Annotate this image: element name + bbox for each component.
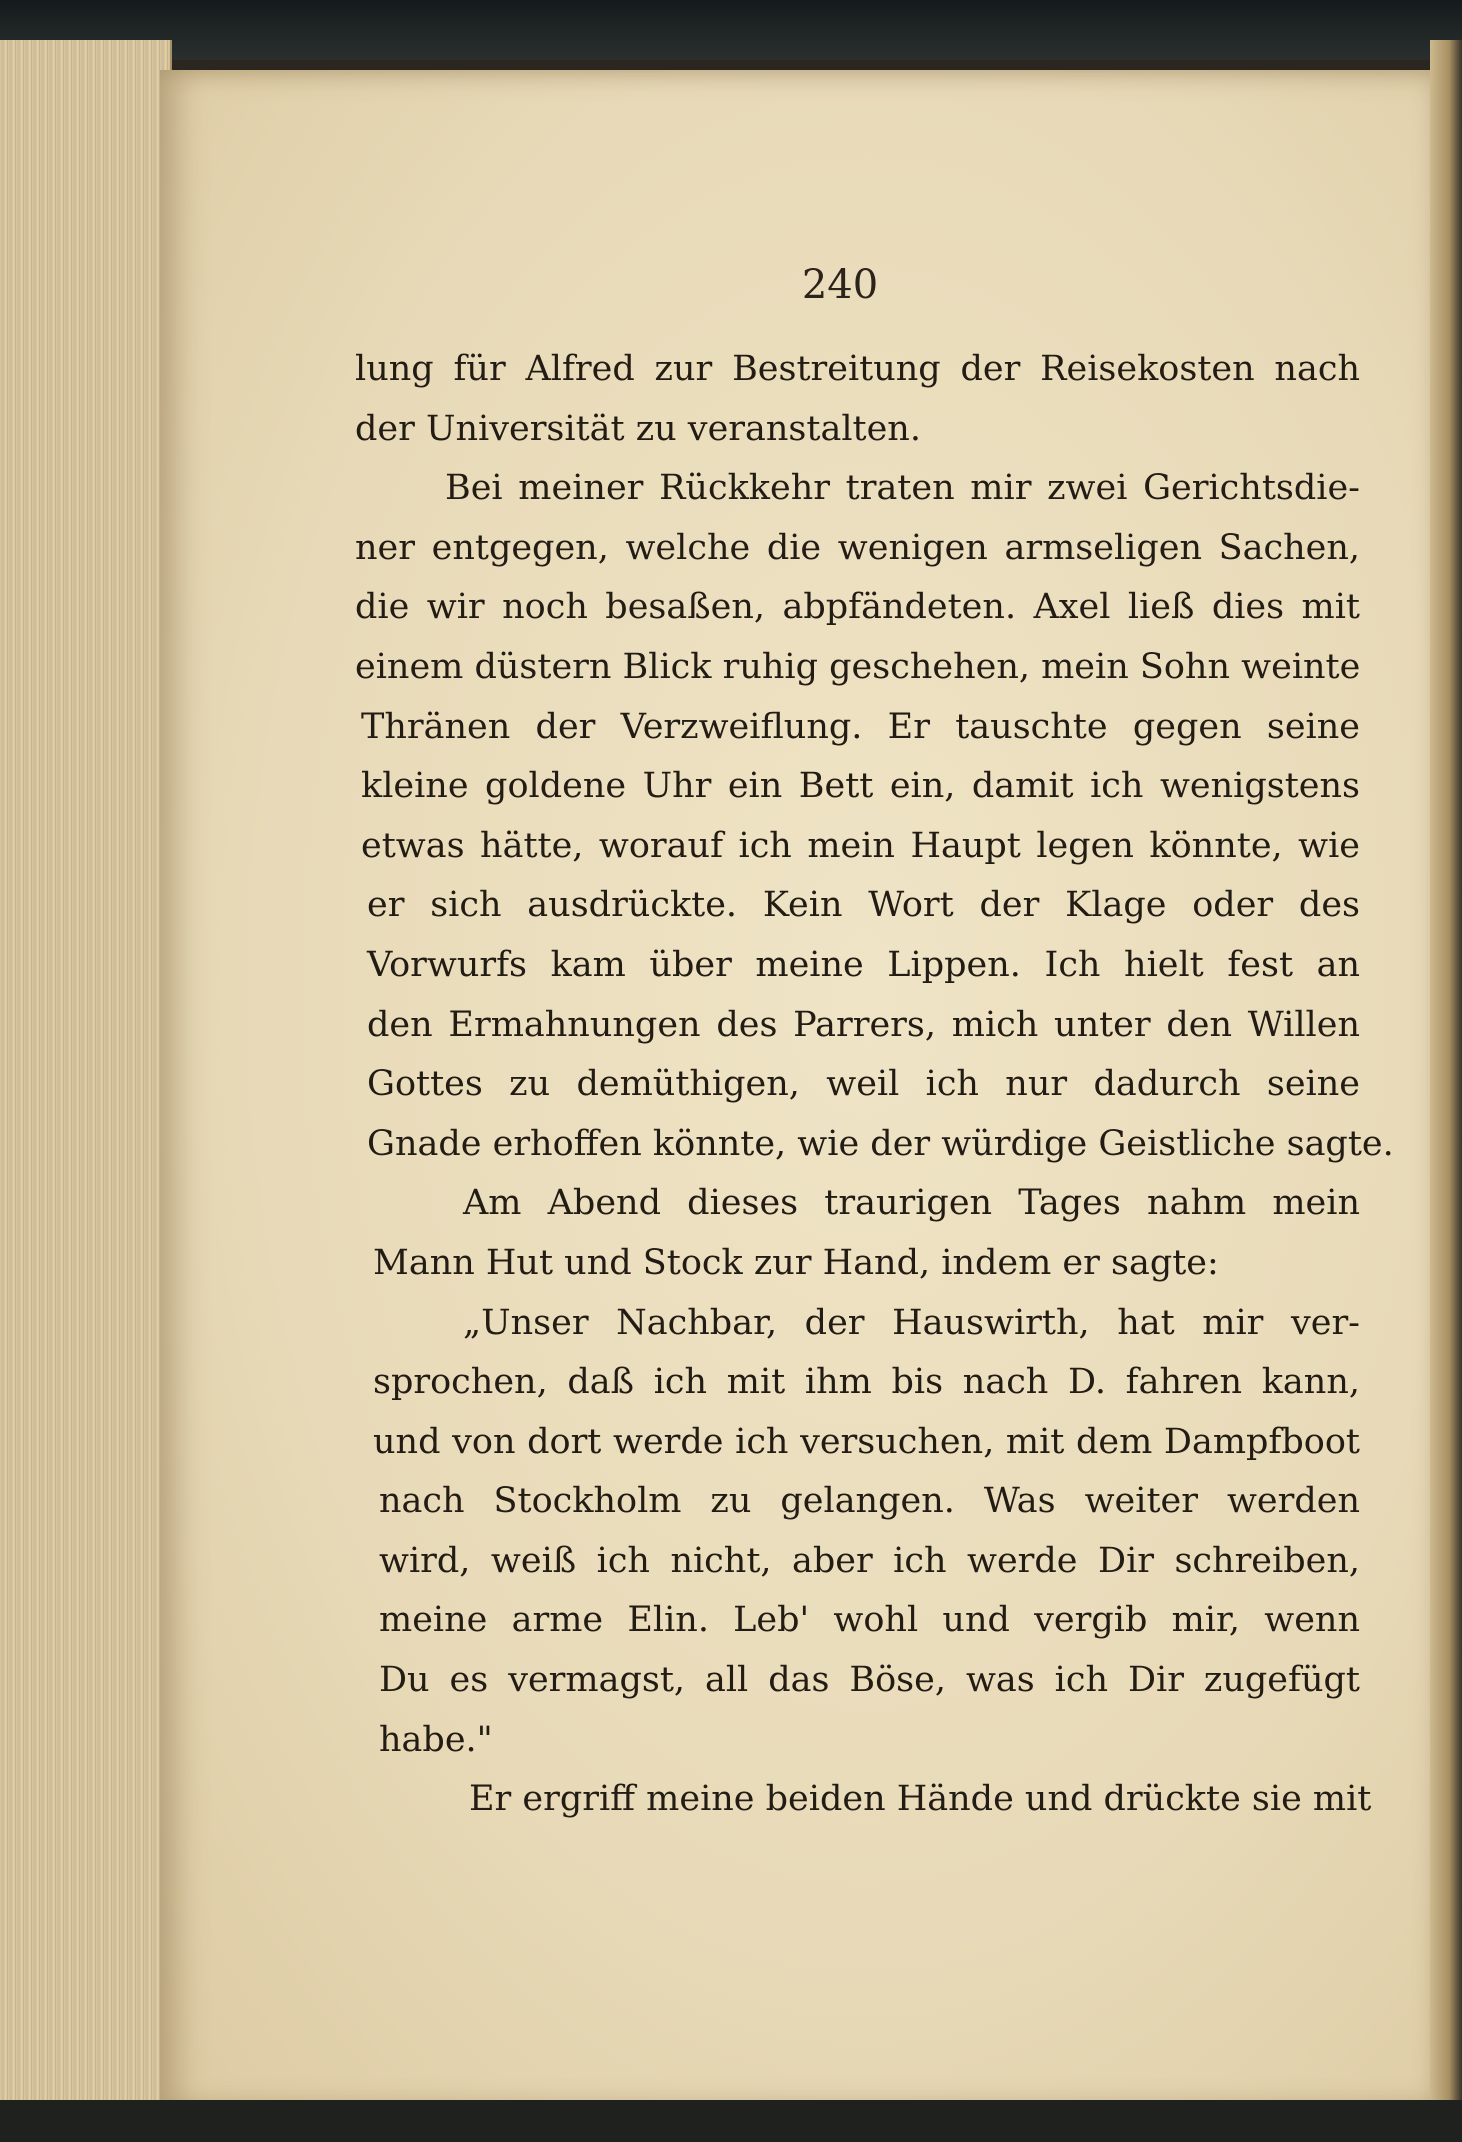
text-line: die wir noch besaßen, abpfändeten. Axel ließ dies mit [355,587,1360,628]
scan-background-bottom [0,2100,1462,2142]
text-line: Gnade erhoffen könnte, wie der würdige Geistliche sagte. [367,1123,1394,1164]
page-stack-edge [0,40,172,2100]
text-line: er sich ausdrückte. Kein Wort der Klage oder des [367,885,1360,926]
body-text [355,340,1394,1830]
text-line: wird, weiß ich nicht, aber ich werde Dir schreiben, [379,1540,1360,1581]
text-line: „Unser Nachbar, der Hauswirth, hat mir ver- [463,1302,1360,1343]
text-line: Er ergriff meine beiden Hände und drückte sie mit [469,1779,1372,1820]
text-line: und von dort werde ich versuchen, mit dem Dampfboot [373,1421,1360,1462]
page-edge-right [1430,40,1462,2120]
text-line: Du es vermagst, all das Böse, was ich Dir zugefügt [379,1660,1360,1701]
text-line: kleine goldene Uhr ein Bett ein, damit ich wenigstens [361,766,1360,807]
page-number: 240 [801,262,879,308]
text-line: der Universität zu veranstalten. [355,408,921,449]
text-line: sprochen, daß ich mit ihm bis nach D. fahren kann, [373,1362,1360,1403]
text-line: einem düstern Blick ruhig geschehen, mein Sohn weinte [355,646,1361,687]
text-line: Bei meiner Rückkehr traten mir zwei Gerichtsdie- [445,468,1360,509]
text-line: habe." [379,1719,493,1760]
text-line: Mann Hut und Stock zur Hand, indem er sagte: [373,1242,1219,1283]
text-line: nach Stockholm zu gelangen. Was weiter werden [379,1481,1360,1522]
scan-background-top [0,0,1462,60]
text-line: den Ermahnungen des Parrers, mich unter den Willen [367,1004,1360,1045]
text-line: etwas hätte, worauf ich mein Haupt legen könnte, wie [361,825,1360,866]
text-line: ner entgegen, welche die wenigen armseligen Sachen, [355,527,1360,568]
text-line: Thränen der Verzweiflung. Er tauschte gegen seine [361,706,1360,747]
text-line: lung für Alfred zur Bestreitung der Reisekosten nach [355,349,1360,389]
text-line: Am Abend dieses traurigen Tages nahm mein [463,1183,1360,1224]
text-line: Vorwurfs kam über meine Lippen. Ich hielt fest an [367,944,1360,985]
text-line: Gottes zu demüthigen, weil ich nur dadurch seine [367,1064,1360,1105]
text-line: meine arme Elin. Leb' wohl und vergib mir, wenn [379,1600,1360,1641]
